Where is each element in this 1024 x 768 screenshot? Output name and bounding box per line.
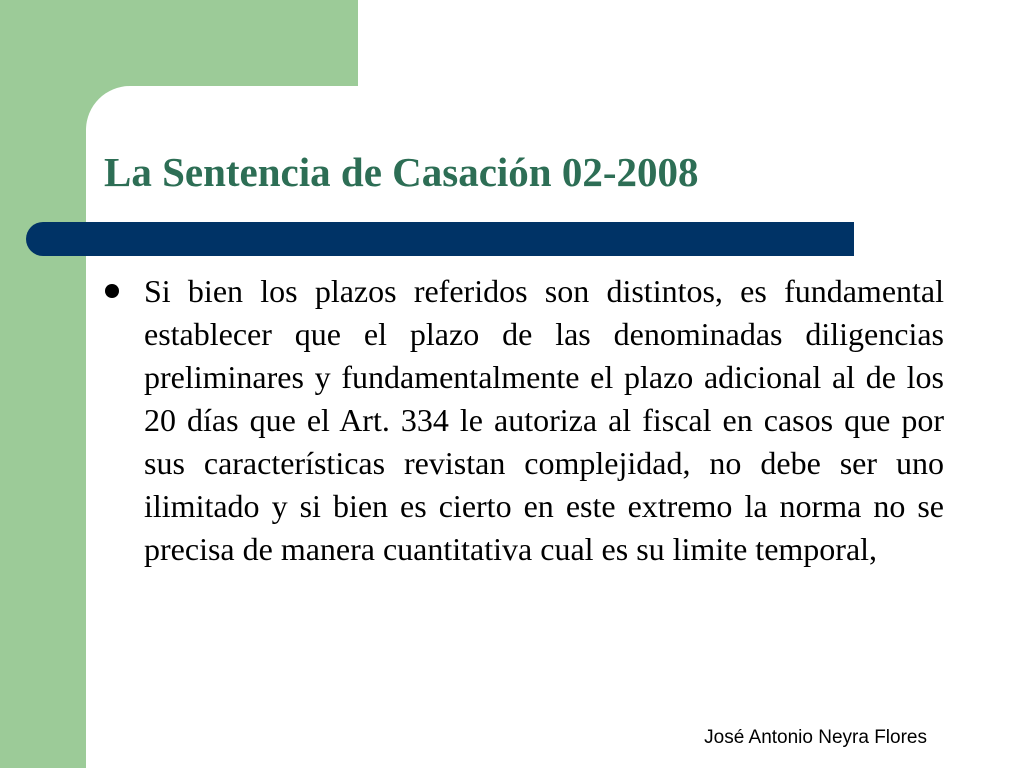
footer-author: José Antonio Neyra Flores bbox=[704, 727, 927, 748]
title-underline-bar bbox=[26, 222, 854, 256]
bullet-icon bbox=[105, 284, 119, 298]
slide-title: La Sentencia de Casación 02-2008 bbox=[104, 149, 699, 195]
bullet-item-text: Si bien los plazos referidos son distintos, es fundamental establecer que el plazo de las denominadas diligencias preliminares y fundamentalmente el plazo adicional al de los 20 días que el Art. 334 le autoriza al fiscal en casos que por sus características revistan complejidad, no debe ser uno ilimitado y si bien es cierto en este extremo la norma no se precisa de manera cuantitativa cual es su limite temporal, bbox=[144, 273, 944, 567]
